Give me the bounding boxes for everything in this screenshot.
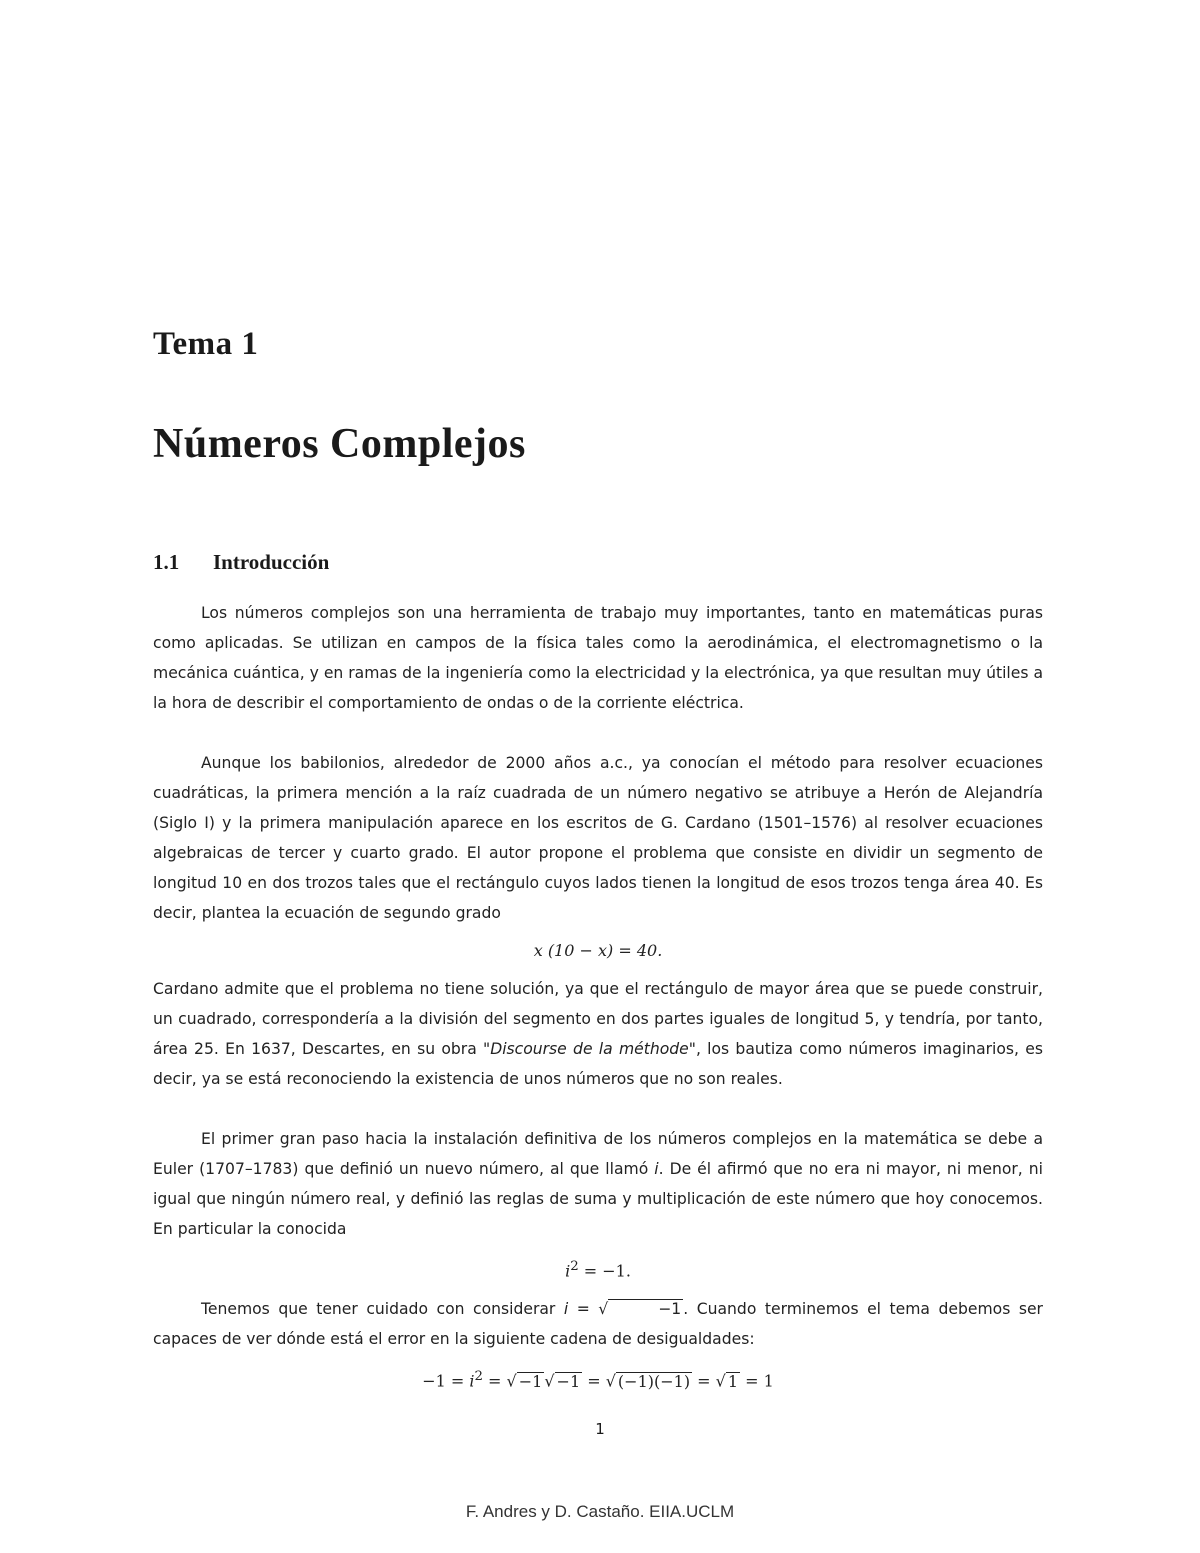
paragraph-3-text-b: , los bautiza como números imaginarios, es decir, ya se está reconociendo la existencia de unos números que no son reales. [153, 1040, 1043, 1088]
equation-3-exponent: 2 [474, 1369, 483, 1385]
inline-sqrt: −1 [608, 1299, 683, 1318]
equation-2-exponent: 2 [570, 1259, 579, 1274]
equation-3-end: = 1 [740, 1371, 774, 1391]
paragraph-1: Los números complejos son una herramienta de trabajo muy importantes, tanto en matemáticas puras como aplicadas. Se utilizan en campos de la física tales como la aerodinámica, el electromagnetismo o la mecánica cuántica, y en ramas de la ingeniería como la electricidad y la electrónica, ya que resultan muy útiles a la hora de describir el comportamiento de ondas o de la corriente eléctrica. [153, 604, 1043, 712]
inline-equals: = [568, 1300, 599, 1319]
equation-3-eq1: = [482, 1371, 507, 1391]
inline-i: i [563, 1300, 569, 1319]
paragraph-3-work-title: "Discourse de la méthode" [483, 1040, 696, 1058]
equation-1 [153, 936, 1043, 966]
equation-3-i: i [469, 1371, 475, 1391]
equation-3-eq3: = [692, 1371, 716, 1391]
equation-1-text: x (10 − x) = 40. [533, 941, 663, 960]
paragraph-5-text-a: Tenemos que tener cuidado con considerar [201, 1300, 564, 1319]
equation-3-lhs: −1 = [422, 1371, 470, 1391]
equation-3-root-1: −1 [518, 1371, 543, 1391]
paragraph-3 [153, 974, 1043, 1094]
section-title: Introducción [213, 550, 330, 574]
equation-3-eq2: = [582, 1371, 606, 1391]
section-number: 1.1 [153, 550, 180, 574]
footer-text: F. Andres y D. Castaño. EIIA.UCLM [465, 1502, 735, 1521]
chapter-label: Tema 1 [153, 326, 259, 362]
paragraph-4 [153, 1124, 1043, 1244]
paragraph-4-text-b: . De él afirmó que no era ni mayor, ni menor, ni igual que ningún número real, y definió las reglas de suma y multiplicación de este número que hoy conocemos. En particular la conocida [153, 1160, 1043, 1238]
section-heading [153, 550, 329, 575]
page-number: 1 [595, 1420, 605, 1438]
equation-3-root-2: −1 [556, 1371, 581, 1391]
paragraph-4-symbol: i [654, 1160, 659, 1178]
paragraph-4-text-a: El primer gran paso hacia la instalación definitiva de los números complejos en la matemática se debe a Euler (1707–1783) que definió un nuevo número, al que llamó [153, 1130, 1043, 1178]
body-text [153, 598, 1043, 1405]
chapter-title: Números Complejos [153, 421, 526, 467]
paragraph-5: Tenemos que tener cuidado con considerar i = √ −1 . Cuando terminemos el tema debemos ser capaces de ver dónde está el error en la siguiente cadena de desigualdades: [153, 1300, 1043, 1349]
equation-3-root-3: (−1)(−1) [617, 1371, 691, 1391]
equation-2 [153, 1252, 1043, 1286]
equation-3-root-4: 1 [727, 1371, 739, 1391]
paragraph-5-text-b: . Cuando terminemos el tema debemos ser capaces de ver dónde está el error en la siguiente cadena de desigualdades: [153, 1300, 1043, 1349]
equation-2-rest: = −1. [578, 1261, 631, 1281]
equation-3: $-1 = i^2$ = √ −1 √ −1 = √ (−1)(−1) = √ 1 = 1 [422, 1369, 774, 1391]
paragraph-2: Aunque los babilonios, alrededor de 2000 años a.c., ya conocían el método para resolver ecuaciones cuadráticas, la primera mención a la raíz cuadrada de un número negativo se atribuye a Herón de Alejandría (Siglo I) y la primera manipulación aparece en los escritos de G. Cardano (1501–1576) al resolver ecuaciones algebraicas de tercer y cuarto grado. El autor propone el problema que consiste en dividir un segmento de longitud 10 en dos trozos tales que el rectángulo cuyos lados tienen la longitud de esos trozos tenga área 40. Es decir, plantea la ecuación de segundo grado [153, 754, 1043, 922]
paragraph-3-text-a: Cardano admite que el problema no tiene solución, ya que el rectángulo de mayor área que se puede construir, un cuadrado, correspondería a la división del segmento en dos partes iguales de longitud 5, y tendría, por tanto, área 25. En 1637, Descartes, en su obra [153, 980, 1043, 1058]
equation-2-base: i [565, 1261, 571, 1281]
